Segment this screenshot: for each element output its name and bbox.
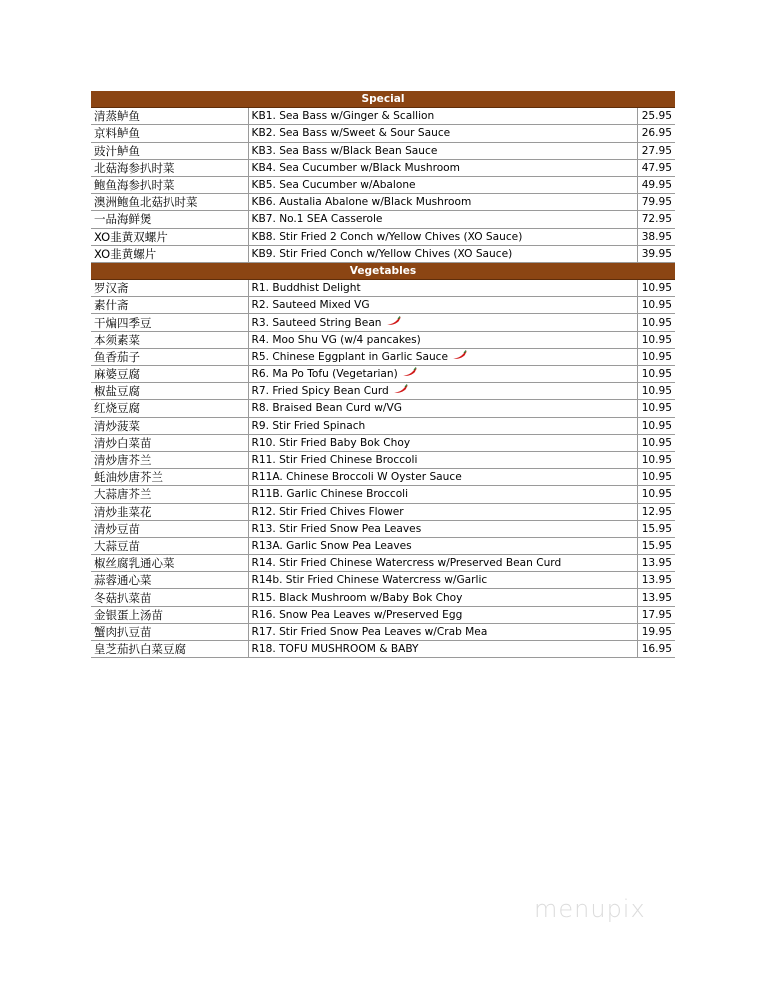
chili-pepper-icon [393,383,409,399]
item-chinese-name: 素什斋 [91,297,248,314]
item-english-name-cell [248,108,637,125]
item-price: 10.95 [637,314,675,331]
item-chinese-name: 清炒菠菜 [91,417,248,434]
item-english-name: R11B. Garlic Chinese Broccoli [251,488,409,501]
item-english-name-cell [248,228,637,245]
item-english-name-cell [248,606,637,623]
menu-item-row [91,348,675,365]
item-chinese-name: 清蒸鲈鱼 [91,108,248,125]
item-english-name-cell [248,366,637,383]
menu-item-row [91,383,675,400]
item-english-name: R14. Stir Fried Chinese Watercress w/Preserved Bean Curd [251,557,562,570]
menu-item-row [91,314,675,331]
menu-item-row [91,537,675,554]
item-english-name-cell [248,348,637,365]
item-english-name: R2. Sauteed Mixed VG [251,299,370,312]
item-english-name-cell [248,314,637,331]
watermark-logo: menupix [534,895,646,923]
menu-item-row [91,572,675,589]
item-english-name-cell [248,641,637,658]
item-english-name: R12. Stir Fried Chives Flower [251,505,404,518]
item-english-name: R11A. Chinese Broccoli W Oyster Sauce [251,471,462,484]
item-english-name-cell [248,211,637,228]
menu-item-row [91,434,675,451]
item-english-name: KB3. Sea Bass w/Black Bean Sauce [251,144,438,157]
menu-item-row [91,589,675,606]
item-price: 10.95 [637,331,675,348]
item-chinese-name: 椒丝腐乳通心菜 [91,555,248,572]
item-price: 12.95 [637,503,675,520]
item-chinese-name: 蟹肉扒豆苗 [91,623,248,640]
item-english-name: R8. Braised Bean Curd w/VG [251,402,402,415]
item-english-name: KB6. Austalia Abalone w/Black Mushroom [251,196,472,209]
menu-item-row [91,125,675,142]
menu-item-row [91,142,675,159]
item-price: 10.95 [637,486,675,503]
item-price: 10.95 [637,366,675,383]
chili-pepper-icon [386,315,402,331]
item-english-name: R5. Chinese Eggplant in Garlic Sauce [251,350,448,363]
item-chinese-name: 金银蛋上汤苗 [91,606,248,623]
menu-table [91,91,675,658]
item-english-name-cell [248,400,637,417]
item-english-name: R6. Ma Po Tofu (Vegetarian) [251,368,398,381]
item-price: 13.95 [637,555,675,572]
item-english-name-cell [248,520,637,537]
chili-pepper-icon [452,349,468,365]
item-price: 19.95 [637,623,675,640]
item-price: 10.95 [637,434,675,451]
item-english-name: KB8. Stir Fried 2 Conch w/Yellow Chives (XO Sauce) [251,230,523,243]
item-chinese-name: 皇芝茄扒白菜豆腐 [91,641,248,658]
item-english-name-cell [248,331,637,348]
item-price: 38.95 [637,228,675,245]
item-english-name-cell [248,486,637,503]
item-english-name: KB4. Sea Cucumber w/Black Mushroom [251,161,460,174]
item-english-name: R3. Sauteed String Bean [251,316,382,329]
item-english-name: KB5. Sea Cucumber w/Abalone [251,179,416,192]
item-chinese-name: XO韭黄双螺片 [91,228,248,245]
menu-item-row [91,297,675,314]
item-price: 39.95 [637,245,675,262]
item-price: 17.95 [637,606,675,623]
item-chinese-name: 麻婆豆腐 [91,366,248,383]
item-english-name: R18. TOFU MUSHROOM & BABY [251,643,419,656]
item-price: 13.95 [637,572,675,589]
menu-item-row [91,245,675,262]
item-english-name: KB7. No.1 SEA Casserole [251,213,383,226]
item-price: 10.95 [637,297,675,314]
item-chinese-name: 豉汁鲈鱼 [91,142,248,159]
item-chinese-name: 红烧豆腐 [91,400,248,417]
menu-item-row [91,280,675,297]
item-chinese-name: 清炒唐芥兰 [91,451,248,468]
item-chinese-name: 本须素菜 [91,331,248,348]
item-english-name-cell [248,572,637,589]
menu-item-row [91,366,675,383]
item-english-name: R16. Snow Pea Leaves w/Preserved Egg [251,608,463,621]
menu-item-row [91,176,675,193]
item-chinese-name: 大蒜唐芥兰 [91,486,248,503]
menu-item-row [91,606,675,623]
item-english-name-cell [248,280,637,297]
menu-item-row [91,228,675,245]
item-english-name-cell [248,297,637,314]
item-price: 26.95 [637,125,675,142]
menu-item-row [91,108,675,125]
item-english-name: R13. Stir Fried Snow Pea Leaves [251,522,422,535]
menu-item-row [91,555,675,572]
item-english-name: R14b. Stir Fried Chinese Watercress w/Garlic [251,574,488,587]
item-english-name-cell [248,245,637,262]
item-english-name: KB9. Stir Fried Conch w/Yellow Chives (XO Sauce) [251,247,513,260]
item-english-name-cell [248,623,637,640]
item-chinese-name: 蚝油炒唐芥兰 [91,469,248,486]
menu-item-row [91,520,675,537]
item-english-name: R11. Stir Fried Chinese Broccoli [251,454,418,467]
chili-pepper-icon [402,366,418,382]
item-price: 10.95 [637,451,675,468]
menu-item-row [91,159,675,176]
item-english-name: R10. Stir Fried Baby Bok Choy [251,436,411,449]
item-chinese-name: 澳洲鲍鱼北菇扒时菜 [91,194,248,211]
item-price: 72.95 [637,211,675,228]
item-chinese-name: XO韭黄螺片 [91,245,248,262]
item-chinese-name: 干煸四季豆 [91,314,248,331]
item-price: 27.95 [637,142,675,159]
menu-item-row [91,503,675,520]
item-english-name: R1. Buddhist Delight [251,282,361,295]
item-english-name-cell [248,417,637,434]
section-title: Vegetables [91,262,675,279]
item-chinese-name: 北菇海参扒时菜 [91,159,248,176]
item-english-name-cell [248,537,637,554]
section-title: Special [91,91,675,108]
item-english-name-cell [248,142,637,159]
item-english-name: KB1. Sea Bass w/Ginger & Scallion [251,110,435,123]
item-english-name: R17. Stir Fried Snow Pea Leaves w/Crab Mea [251,625,488,638]
item-english-name: KB2. Sea Bass w/Sweet & Sour Sauce [251,127,451,140]
item-english-name-cell [248,555,637,572]
item-english-name-cell [248,434,637,451]
menu-item-row [91,641,675,658]
item-chinese-name: 清炒韭菜花 [91,503,248,520]
section-header [91,91,675,108]
menu-item-row [91,331,675,348]
menu-item-row [91,469,675,486]
section-header [91,262,675,279]
item-price: 79.95 [637,194,675,211]
item-price: 10.95 [637,348,675,365]
item-chinese-name: 大蒜豆苗 [91,537,248,554]
item-english-name-cell [248,451,637,468]
item-english-name: R13A. Garlic Snow Pea Leaves [251,539,412,552]
item-price: 13.95 [637,589,675,606]
item-price: 16.95 [637,641,675,658]
item-chinese-name: 罗汉斋 [91,280,248,297]
item-price: 10.95 [637,383,675,400]
menu-item-row [91,211,675,228]
menu-item-row [91,451,675,468]
item-price: 47.95 [637,159,675,176]
item-chinese-name: 鲍鱼海参扒时菜 [91,176,248,193]
item-price: 25.95 [637,108,675,125]
item-price: 10.95 [637,280,675,297]
item-english-name-cell [248,176,637,193]
item-price: 15.95 [637,537,675,554]
item-english-name-cell [248,194,637,211]
item-chinese-name: 清炒豆苗 [91,520,248,537]
item-english-name: R4. Moo Shu VG (w/4 pancakes) [251,333,421,346]
item-english-name: R9. Stir Fried Spinach [251,419,366,432]
item-chinese-name: 椒盐豆腐 [91,383,248,400]
item-english-name-cell [248,589,637,606]
item-price: 10.95 [637,417,675,434]
item-chinese-name: 蒜蓉通心菜 [91,572,248,589]
item-english-name-cell [248,125,637,142]
menu-item-row [91,194,675,211]
item-price: 49.95 [637,176,675,193]
menu-item-row [91,417,675,434]
item-english-name-cell [248,503,637,520]
item-chinese-name: 一品海鲜煲 [91,211,248,228]
item-price: 10.95 [637,469,675,486]
menu-item-row [91,486,675,503]
item-english-name: R7. Fried Spicy Bean Curd [251,385,389,398]
item-chinese-name: 鱼香茄子 [91,348,248,365]
item-english-name: R15. Black Mushroom w/Baby Bok Choy [251,591,463,604]
item-price: 10.95 [637,400,675,417]
item-price: 15.95 [637,520,675,537]
menu-body [91,91,675,658]
item-english-name-cell [248,159,637,176]
item-chinese-name: 冬菇扒菜苗 [91,589,248,606]
item-chinese-name: 清炒白菜苗 [91,434,248,451]
item-english-name-cell [248,383,637,400]
menu-item-row [91,400,675,417]
item-chinese-name: 京料鲈鱼 [91,125,248,142]
menu-item-row [91,623,675,640]
item-english-name-cell [248,469,637,486]
